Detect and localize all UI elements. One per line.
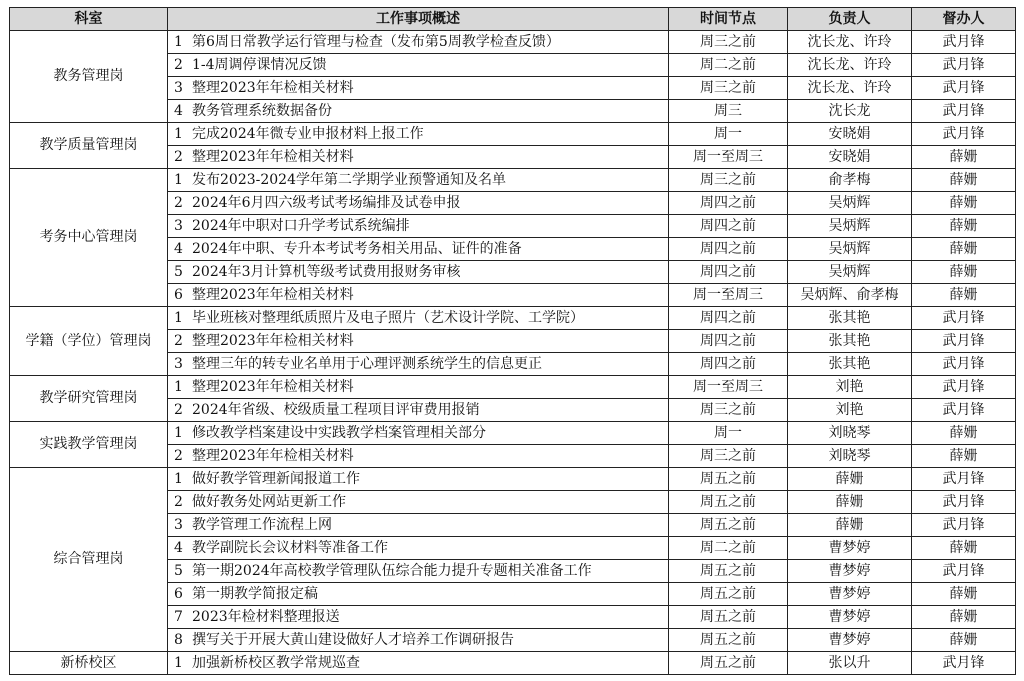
- header-deadline: 时间节点: [669, 8, 788, 31]
- supervisor-cell: 武月锋: [912, 330, 1016, 353]
- department-cell: 综合管理岗: [10, 468, 168, 652]
- supervisor-cell: 薛姗: [912, 284, 1016, 307]
- deadline-cell: 周三之前: [669, 445, 788, 468]
- owner-cell: 张其艳: [788, 353, 912, 376]
- owner-cell: 俞孝梅: [788, 169, 912, 192]
- task-cell: [168, 54, 669, 77]
- owner-cell: 吴炳辉: [788, 215, 912, 238]
- task-description: 做好教务处网站更新工作: [192, 493, 346, 510]
- department-cell: 新桥校区: [10, 652, 168, 675]
- owner-cell: 薛姗: [788, 491, 912, 514]
- task-number: 3: [174, 217, 183, 234]
- deadline-cell: 周四之前: [669, 261, 788, 284]
- task-cell: [168, 606, 669, 629]
- task-cell: [168, 192, 669, 215]
- task-number: 1: [174, 309, 183, 326]
- task-cell: [168, 514, 669, 537]
- task-cell: [168, 123, 669, 146]
- task-description: 发布2023-2024学年第二学期学业预警通知及名单: [192, 171, 506, 188]
- task-number: 4: [174, 240, 183, 257]
- supervisor-cell: 薛姗: [912, 606, 1016, 629]
- owner-cell: 吴炳辉: [788, 261, 912, 284]
- deadline-cell: 周五之前: [669, 629, 788, 652]
- supervisor-cell: 武月锋: [912, 491, 1016, 514]
- owner-cell: 吴炳辉: [788, 192, 912, 215]
- deadline-cell: 周三: [669, 100, 788, 123]
- task-cell: [168, 307, 669, 330]
- task-number: 2: [174, 447, 183, 464]
- deadline-cell: 周三之前: [669, 399, 788, 422]
- task-number: 4: [174, 102, 183, 119]
- task-number: 2: [174, 493, 183, 510]
- task-description: 整理2023年年检相关材料: [192, 447, 354, 464]
- deadline-cell: 周三之前: [669, 31, 788, 54]
- supervisor-cell: 武月锋: [912, 307, 1016, 330]
- task-number: 6: [174, 286, 183, 303]
- task-description: 整理2023年年检相关材料: [192, 378, 354, 395]
- owner-cell: 沈长龙: [788, 100, 912, 123]
- task-cell: [168, 583, 669, 606]
- task-description: 第6周日常教学运行管理与检查（发布第5周教学检查反馈）: [192, 33, 560, 50]
- owner-cell: 刘艳: [788, 376, 912, 399]
- task-description: 教学副院长会议材料等准备工作: [192, 539, 388, 556]
- supervisor-cell: 薛姗: [912, 537, 1016, 560]
- task-description: 加强新桥校区教学常规巡查: [192, 654, 360, 671]
- task-number: 2: [174, 332, 183, 349]
- deadline-cell: 周一: [669, 123, 788, 146]
- task-number: 3: [174, 79, 183, 96]
- task-cell: [168, 652, 669, 675]
- supervisor-cell: 武月锋: [912, 468, 1016, 491]
- deadline-cell: 周五之前: [669, 583, 788, 606]
- header-owner: 负责人: [788, 8, 912, 31]
- task-cell: [168, 376, 669, 399]
- deadline-cell: 周五之前: [669, 491, 788, 514]
- department-cell: 教务管理岗: [10, 31, 168, 123]
- task-description: 1-4周调停课情况反馈: [192, 56, 327, 73]
- task-cell: [168, 146, 669, 169]
- task-cell: [168, 399, 669, 422]
- owner-cell: 曹梦婷: [788, 537, 912, 560]
- owner-cell: 安晓娟: [788, 123, 912, 146]
- table-row: [10, 123, 1016, 146]
- owner-cell: 吴炳辉: [788, 238, 912, 261]
- task-description: 整理2023年年检相关材料: [192, 332, 354, 349]
- deadline-cell: 周一至周三: [669, 376, 788, 399]
- task-cell: [168, 77, 669, 100]
- task-description: 整理2023年年检相关材料: [192, 286, 354, 303]
- task-description: 完成2024年微专业申报材料上报工作: [192, 125, 424, 142]
- table-row: [10, 422, 1016, 445]
- department-cell: 教学质量管理岗: [10, 123, 168, 169]
- task-cell: [168, 537, 669, 560]
- deadline-cell: 周二之前: [669, 54, 788, 77]
- supervisor-cell: 薛姗: [912, 422, 1016, 445]
- task-number: 1: [174, 424, 183, 441]
- task-cell: [168, 560, 669, 583]
- header-department: 科室: [10, 8, 168, 31]
- task-description: 2024年6月四六级考试考场编排及试卷申报: [192, 194, 461, 211]
- table-row: [10, 307, 1016, 330]
- owner-cell: 曹梦婷: [788, 606, 912, 629]
- supervisor-cell: 薛姗: [912, 583, 1016, 606]
- task-cell: [168, 445, 669, 468]
- deadline-cell: 周五之前: [669, 514, 788, 537]
- supervisor-cell: 薛姗: [912, 192, 1016, 215]
- owner-cell: 安晓娟: [788, 146, 912, 169]
- task-number: 2: [174, 194, 183, 211]
- task-number: 3: [174, 355, 183, 372]
- task-number: 8: [174, 631, 183, 648]
- owner-cell: 张其艳: [788, 307, 912, 330]
- owner-cell: 沈长龙、许玲: [788, 54, 912, 77]
- deadline-cell: 周四之前: [669, 192, 788, 215]
- deadline-cell: 周四之前: [669, 307, 788, 330]
- task-description: 毕业班核对整理纸质照片及电子照片（艺术设计学院、工学院）: [192, 309, 584, 326]
- supervisor-cell: 武月锋: [912, 100, 1016, 123]
- deadline-cell: 周四之前: [669, 330, 788, 353]
- department-cell: 考务中心管理岗: [10, 169, 168, 307]
- task-description: 撰写关于开展大黄山建设做好人才培养工作调研报告: [192, 631, 514, 648]
- task-description: 2024年中职、专升本考试考务相关用品、证件的准备: [192, 240, 522, 257]
- supervisor-cell: 武月锋: [912, 514, 1016, 537]
- task-description: 2024年3月计算机等级考试费用报财务审核: [192, 263, 461, 280]
- supervisor-cell: 薛姗: [912, 629, 1016, 652]
- deadline-cell: 周五之前: [669, 652, 788, 675]
- header-supervisor: 督办人: [912, 8, 1016, 31]
- work-schedule-table: [9, 7, 1016, 675]
- task-description: 教务管理系统数据备份: [192, 102, 332, 119]
- task-cell: [168, 353, 669, 376]
- task-cell: [168, 215, 669, 238]
- supervisor-cell: 薛姗: [912, 146, 1016, 169]
- owner-cell: 刘艳: [788, 399, 912, 422]
- deadline-cell: 周一: [669, 422, 788, 445]
- owner-cell: 张以升: [788, 652, 912, 675]
- task-cell: [168, 284, 669, 307]
- table-body: [10, 31, 1016, 675]
- task-description: 2024年省级、校级质量工程项目评审费用报销: [192, 401, 480, 418]
- task-number: 5: [174, 562, 183, 579]
- task-number: 7: [174, 608, 183, 625]
- task-description: 整理2023年年检相关材料: [192, 79, 354, 96]
- supervisor-cell: 武月锋: [912, 123, 1016, 146]
- task-description: 做好教学管理新闻报道工作: [192, 470, 360, 487]
- task-cell: [168, 261, 669, 284]
- task-number: 2: [174, 148, 183, 165]
- owner-cell: 薛姗: [788, 514, 912, 537]
- department-cell: 教学研究管理岗: [10, 376, 168, 422]
- owner-cell: 曹梦婷: [788, 629, 912, 652]
- deadline-cell: 周三之前: [669, 169, 788, 192]
- task-description: 整理2023年年检相关材料: [192, 148, 354, 165]
- owner-cell: 吴炳辉、俞孝梅: [788, 284, 912, 307]
- task-cell: [168, 629, 669, 652]
- task-description: 第一期2024年高校教学管理队伍综合能力提升专题相关准备工作: [192, 562, 592, 579]
- header-task-summary: 工作事项概述: [168, 8, 669, 31]
- task-number: 6: [174, 585, 183, 602]
- supervisor-cell: 武月锋: [912, 77, 1016, 100]
- supervisor-cell: 薛姗: [912, 238, 1016, 261]
- owner-cell: 沈长龙、许玲: [788, 77, 912, 100]
- task-description: 整理三年的转专业名单用于心理评测系统学生的信息更正: [192, 355, 542, 372]
- task-cell: [168, 491, 669, 514]
- supervisor-cell: 武月锋: [912, 353, 1016, 376]
- task-number: 5: [174, 263, 183, 280]
- task-cell: [168, 330, 669, 353]
- task-number: 1: [174, 470, 183, 487]
- deadline-cell: 周三之前: [669, 77, 788, 100]
- supervisor-cell: 武月锋: [912, 399, 1016, 422]
- owner-cell: 曹梦婷: [788, 560, 912, 583]
- supervisor-cell: 武月锋: [912, 560, 1016, 583]
- task-number: 1: [174, 378, 183, 395]
- task-number: 4: [174, 539, 183, 556]
- supervisor-cell: 武月锋: [912, 652, 1016, 675]
- task-number: 1: [174, 33, 183, 50]
- department-cell: 实践教学管理岗: [10, 422, 168, 468]
- task-description: 第一期教学简报定稿: [192, 585, 318, 602]
- supervisor-cell: 薛姗: [912, 215, 1016, 238]
- supervisor-cell: 武月锋: [912, 376, 1016, 399]
- table-row: [10, 169, 1016, 192]
- deadline-cell: 周一至周三: [669, 146, 788, 169]
- deadline-cell: 周四之前: [669, 238, 788, 261]
- task-cell: [168, 100, 669, 123]
- table-row: [10, 468, 1016, 491]
- deadline-cell: 周五之前: [669, 560, 788, 583]
- deadline-cell: 周四之前: [669, 353, 788, 376]
- owner-cell: 刘晓琴: [788, 445, 912, 468]
- owner-cell: 张其艳: [788, 330, 912, 353]
- deadline-cell: 周二之前: [669, 537, 788, 560]
- supervisor-cell: 武月锋: [912, 54, 1016, 77]
- task-number: 1: [174, 125, 183, 142]
- department-cell: 学籍（学位）管理岗: [10, 307, 168, 376]
- task-cell: [168, 468, 669, 491]
- supervisor-cell: 薛姗: [912, 169, 1016, 192]
- supervisor-cell: 薛姗: [912, 445, 1016, 468]
- owner-cell: 薛姗: [788, 468, 912, 491]
- task-number: 2: [174, 56, 183, 73]
- task-cell: [168, 422, 669, 445]
- owner-cell: 刘晓琴: [788, 422, 912, 445]
- task-number: 3: [174, 516, 183, 533]
- deadline-cell: 周四之前: [669, 215, 788, 238]
- table-row: [10, 31, 1016, 54]
- task-description: 教学管理工作流程上网: [192, 516, 332, 533]
- task-number: 2: [174, 401, 183, 418]
- table-row: [10, 652, 1016, 675]
- deadline-cell: 周五之前: [669, 468, 788, 491]
- supervisor-cell: 武月锋: [912, 31, 1016, 54]
- task-cell: [168, 169, 669, 192]
- task-number: 1: [174, 171, 183, 188]
- deadline-cell: 周五之前: [669, 606, 788, 629]
- owner-cell: 曹梦婷: [788, 583, 912, 606]
- header-row: [10, 8, 1016, 31]
- task-description: 修改教学档案建设中实践教学档案管理相关部分: [192, 424, 486, 441]
- task-description: 2024年中职对口升学考试系统编排: [192, 217, 410, 234]
- task-cell: [168, 31, 669, 54]
- owner-cell: 沈长龙、许玲: [788, 31, 912, 54]
- task-cell: [168, 238, 669, 261]
- task-number: 1: [174, 654, 183, 671]
- deadline-cell: 周一至周三: [669, 284, 788, 307]
- supervisor-cell: 薛姗: [912, 261, 1016, 284]
- task-description: 2023年检材料整理报送: [192, 608, 340, 625]
- table-row: [10, 376, 1016, 399]
